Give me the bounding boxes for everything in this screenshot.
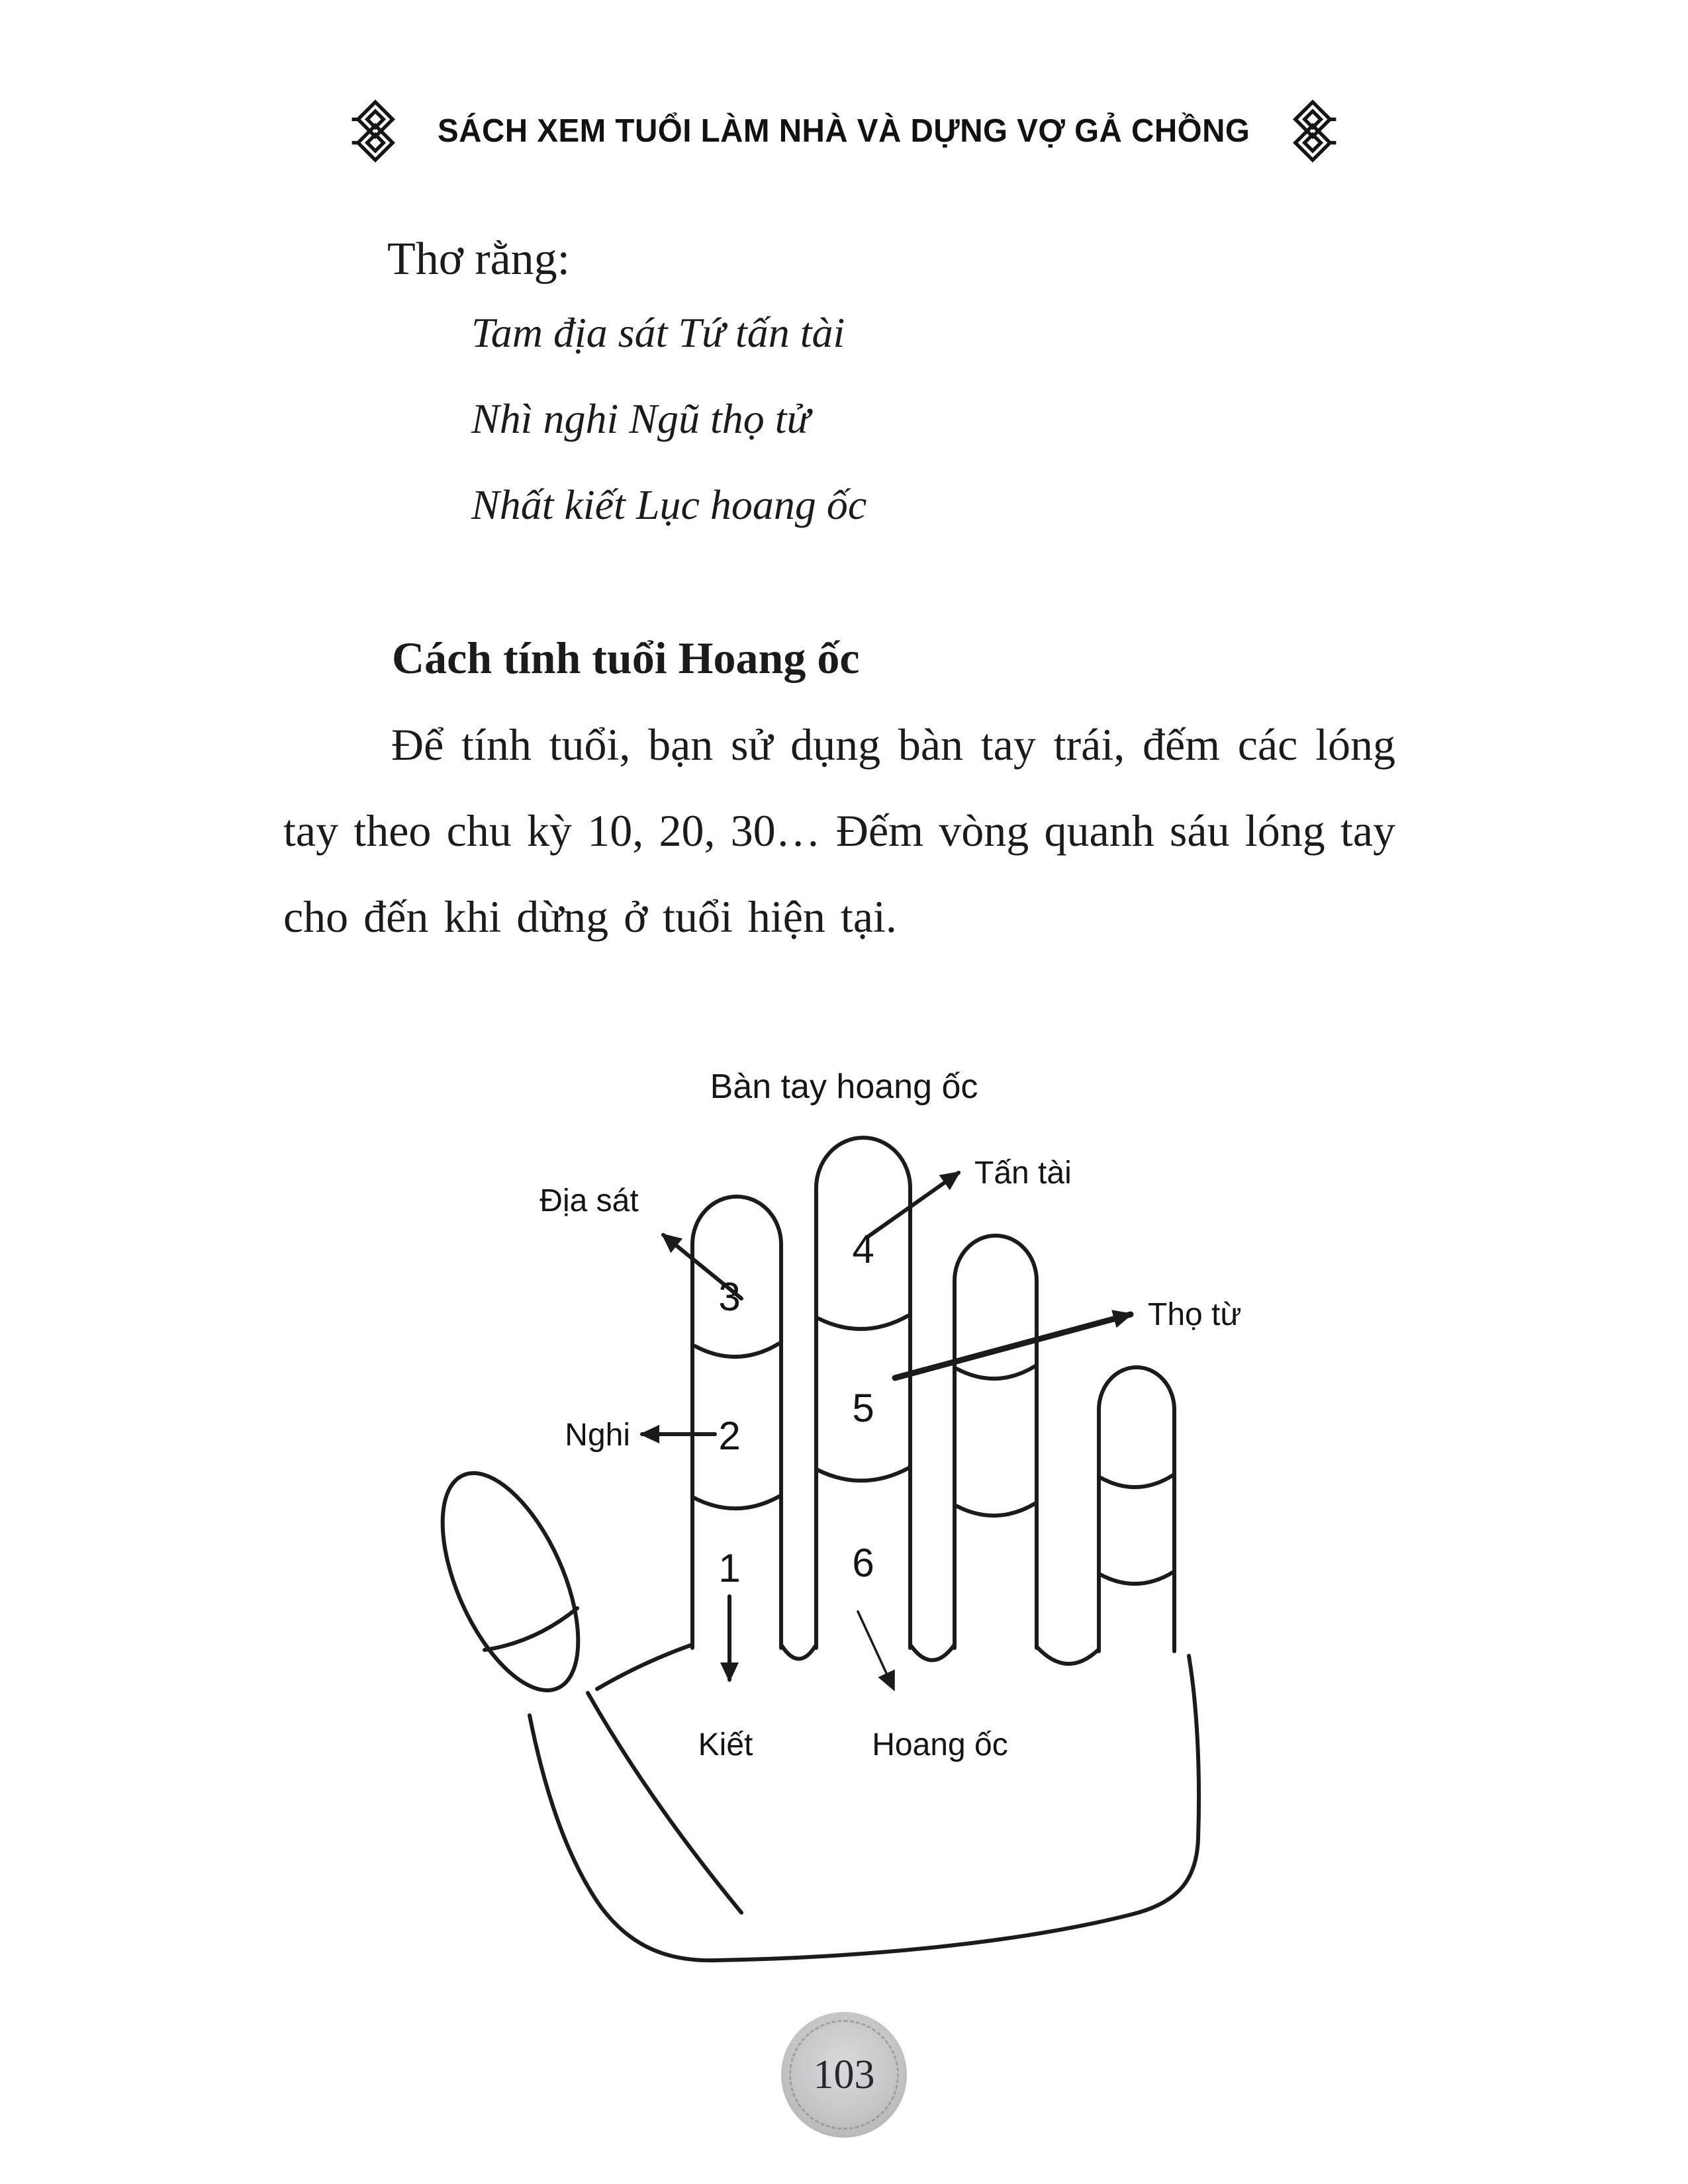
palm-crease [588,1693,741,1913]
poem-line: Tam địa sát Tứ tấn tài [471,309,845,356]
segment-number-3: 3 [718,1275,741,1319]
segment-number-5: 5 [852,1386,874,1430]
label-tan-tai: Tấn tài [974,1156,1072,1191]
knot-ornament-icon-left [350,98,401,164]
segment-number-4: 4 [852,1227,874,1271]
page-number-seal [781,2012,907,2138]
segment-number-6: 6 [852,1541,874,1585]
label-dia-sat: Địa sát [539,1183,639,1218]
page-number: 103 [813,2052,875,2097]
diagram-caption: Bàn tay hoang ốc [710,1068,978,1106]
ring-finger [955,1236,1037,1648]
finger-web [910,1645,955,1661]
pinky-finger [1099,1367,1174,1651]
poem-line: Nhì nghi Ngũ thọ tử [471,395,810,442]
segment-number-1: 1 [718,1546,741,1590]
hand-diagram-block [430,1067,1258,2002]
thumb [430,1454,606,1710]
section-heading: Cách tính tuổi Hoang ốc [392,633,860,683]
thumb-web [597,1645,692,1689]
segment-number-2: 2 [718,1414,741,1458]
hand-diagram [430,1118,1258,1999]
label-tho-tu: Thọ từ [1148,1297,1242,1332]
knot-ornament-icon-right [1287,98,1338,164]
label-nghi: Nghi [565,1418,630,1453]
section-body: Để tính tuổi, bạn sử dụng bàn tay trái, đếm các lóng tay theo chu kỳ 10, 20, 30… Đếm vòng quanh sáu lóng tay cho đến khi dừng ở tuổi hiện tại. [283,719,1395,942]
label-hoang-oc: Hoang ốc [872,1727,1008,1762]
poem-line: Nhất kiết Lục hoang ốc [471,481,867,528]
intro-label: Thơ rằng: [387,234,571,285]
label-kiet: Kiết [698,1727,753,1762]
poem [471,290,867,548]
page-title: SÁCH XEM TUỔI LÀM NHÀ VÀ DỰNG VỢ GẢ CHỒNG [438,113,1250,149]
palm-outline [530,1656,1199,1960]
finger-web [781,1645,816,1659]
page-header [0,98,1688,164]
finger-web [1037,1647,1099,1664]
